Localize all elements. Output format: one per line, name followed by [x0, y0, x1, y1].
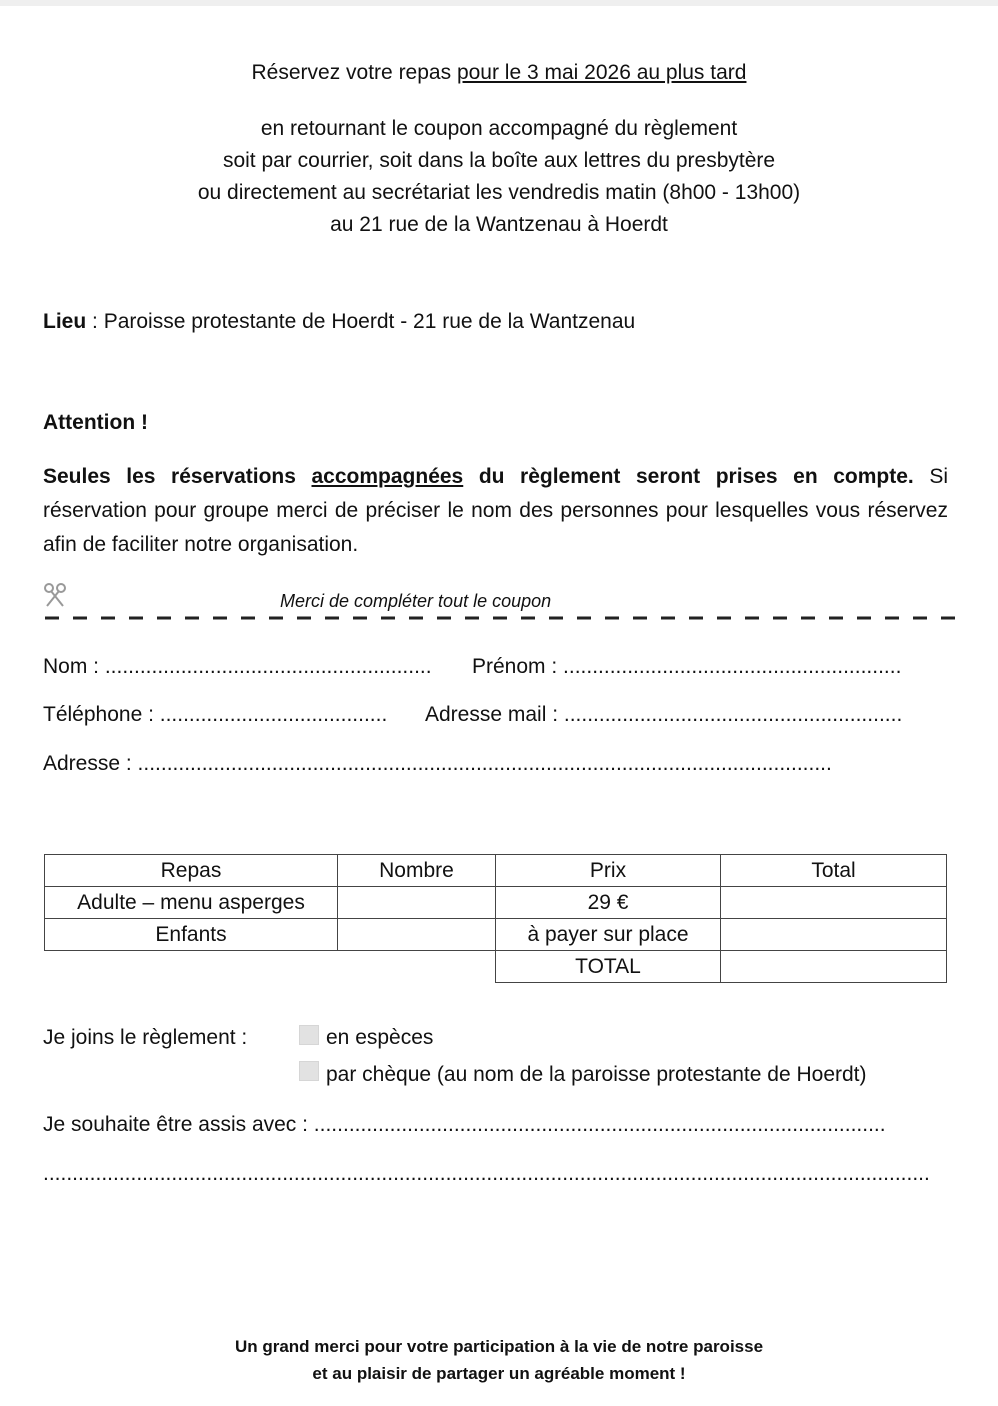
header-total: Total	[721, 855, 947, 887]
cell-total-input[interactable]	[721, 887, 947, 919]
instruction-line: au 21 rue de la Wantzenau à Hoerdt	[330, 213, 668, 236]
location-separator: :	[86, 310, 104, 333]
email-field[interactable]: Adresse mail : ..........................................................	[425, 703, 903, 726]
blank-cell	[338, 951, 496, 983]
cell-repas: Adulte – menu asperges	[45, 887, 338, 919]
top-bar	[0, 0, 998, 6]
table-row	[45, 919, 947, 951]
footer-message	[0, 1333, 998, 1387]
instruction-line: ou directement au secrétariat les vendredis matin (8h00 - 13h00)	[197, 181, 801, 204]
instruction-line: en retournant le coupon accompagné du règlement	[260, 117, 738, 140]
coupon-instruction: Merci de compléter tout le coupon	[280, 591, 552, 611]
attention-title: Attention !	[43, 411, 148, 434]
nom-field[interactable]: Nom : ........................................................	[43, 655, 432, 678]
footer-line-1: Un grand merci pour votre participation à la vie de notre paroisse	[234, 1337, 764, 1356]
return-instructions	[0, 113, 998, 241]
attention-paragraph	[43, 460, 948, 562]
checkbox-icon[interactable]	[299, 1061, 319, 1081]
cell-nombre-input[interactable]	[338, 887, 496, 919]
location-line	[43, 310, 635, 334]
prenom-field[interactable]: Prénom : ..........................................................	[472, 655, 902, 678]
checkbox-icon[interactable]	[299, 1025, 319, 1045]
cell-prix: à payer sur place	[496, 919, 721, 951]
footer-line-2: et au plaisir de partager un agréable moment !	[312, 1364, 686, 1383]
table-row	[45, 887, 947, 919]
total-label: TOTAL	[496, 951, 721, 983]
option-cheque: par chèque (au nom de la paroisse protestante de Hoerdt)	[326, 1063, 867, 1086]
cell-total-input[interactable]	[721, 919, 947, 951]
attention-bold-1: Seules les réservations	[43, 465, 312, 488]
deadline-line	[0, 61, 998, 85]
cell-nombre-input[interactable]	[338, 919, 496, 951]
blank-cell	[45, 951, 338, 983]
scissors-icon	[42, 582, 68, 614]
header-prix: Prix	[496, 855, 721, 887]
adresse-field[interactable]: Adresse : .......................................................................................................................	[43, 752, 832, 775]
seating-extra-line[interactable]: ........................................................................................................................................................	[43, 1162, 930, 1185]
cell-repas: Enfants	[45, 919, 338, 951]
telephone-field[interactable]: Téléphone : .......................................	[43, 703, 388, 726]
meal-table	[44, 854, 947, 983]
cell-prix: 29 €	[496, 887, 721, 919]
cut-line	[45, 615, 955, 621]
table-header-row	[45, 855, 947, 887]
attention-bold-2: du règlement seront prises en compte.	[463, 465, 914, 488]
attention-normal: Si réservation pour groupe merci de préciser le nom des personnes pour lesquelles vous réservez afin de faciliter notre organisation.	[43, 465, 948, 556]
payment-label: Je joins le règlement :	[43, 1026, 248, 1049]
seating-field[interactable]: Je souhaite être assis avec : ..................................................................................................	[43, 1113, 886, 1136]
table-total-row	[45, 951, 947, 983]
location-value: Paroisse protestante de Hoerdt - 21 rue de la Wantzenau	[103, 310, 636, 333]
header-nombre: Nombre	[338, 855, 496, 887]
deadline-date: pour le 3 mai 2026 au plus tard	[456, 61, 747, 84]
attention-underlined: accompagnées	[311, 465, 464, 488]
header-repas: Repas	[45, 855, 338, 887]
instruction-line: soit par courrier, soit dans la boîte aux lettres du presbytère	[222, 149, 776, 172]
deadline-prefix: Réservez votre repas	[251, 61, 457, 84]
checkbox-cheque[interactable]	[299, 1061, 319, 1087]
option-especes: en espèces	[326, 1026, 434, 1049]
location-label: Lieu	[43, 310, 87, 333]
grand-total-input[interactable]	[721, 951, 947, 983]
checkbox-especes[interactable]	[299, 1025, 319, 1051]
